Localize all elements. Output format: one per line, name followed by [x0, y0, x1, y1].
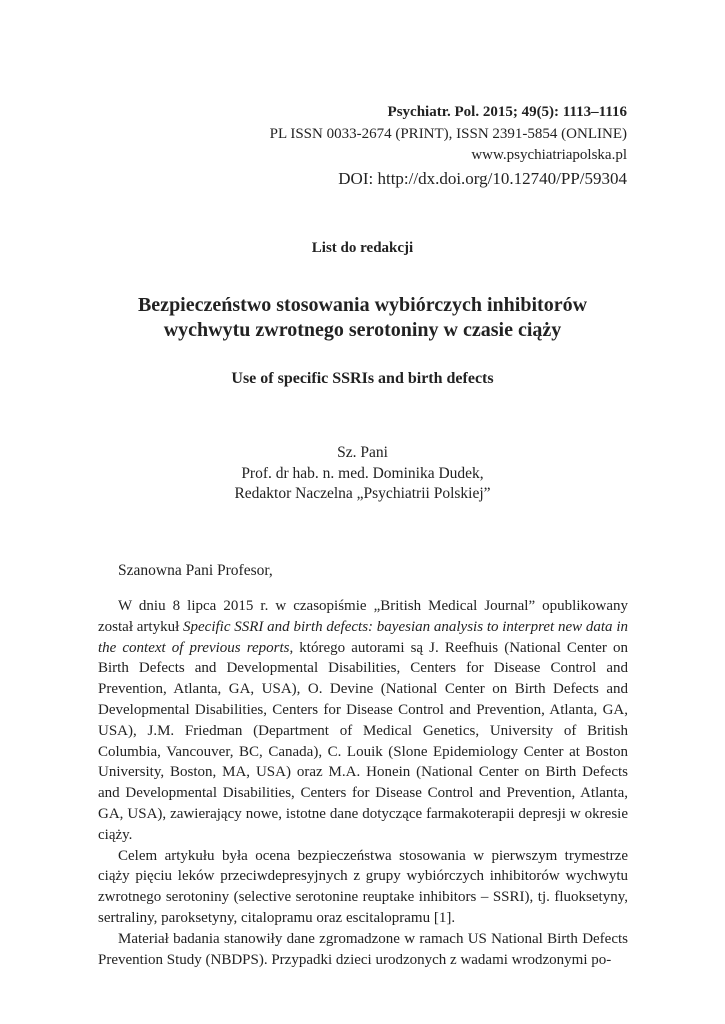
- doi-link[interactable]: DOI: http://dx.doi.org/10.12740/PP/59304: [338, 168, 627, 188]
- paragraph-2: Celem artykułu była ocena bezpieczeństwa stosowania w pierwszym trymestrze ciąży pięciu leków przeciwdepresyjnych z grupy wybiórczych inhibitorów wychwytu zwrotnego serotoniny (selective serotonine reuptake inhibitors – SSRI), tj. fluoksetyny, sertraliny, paroksetyny, citalopramu oraz escitalopramu [1].: [98, 847, 628, 926]
- article-subtitle: Use of specific SSRIs and birth defects: [231, 370, 494, 387]
- paragraph-3: Materiał badania stanowiły dane zgromadzone w ramach US National Birth Defects Prevention Study (NBDPS). Przypadki dzieci urodzonych z wadami wrodzonymi po-: [98, 930, 628, 968]
- section-label: List do redakcji: [311, 240, 414, 256]
- title-line-1: Bezpieczeństwo stosowania wybiórczych inhibitorów: [137, 294, 588, 316]
- addressee-line-3: Redaktor Naczelna „Psychiatrii Polskiej”: [234, 485, 491, 502]
- paragraph-1-end: , którego autorami są J. Reefhuis (National Center on Birth Defects and Developmental Disabilities, Centers for Disease Control and Prevention, Atlanta, GA, USA), O. Devine (National Center on Birth Defects and Developmental Disabilities, Centers for Disease Control and Prevention, Atlanta, GA, USA), J.M. Friedman (Department of Medical Genetics, University of British Columbia, Vancouver, BC, Canada), C. Louik (Slone Epidemiology Center at Boston University, Boston, MA, USA) oraz M.A. Honein (National Center on Birth Defects and Developmental Disabilities, Centers for Disease Control and Prevention, Atlanta, GA, USA), zawierający nowe, istotne dane dotyczące farmakoterapii depresji w okresie ciąży.: [98, 639, 628, 843]
- paragraph-1-start: W dniu 8 lipca 2015 r. w czasopiśmie „British Medical Journal” opublikowany został artykuł: [98, 598, 628, 635]
- title-line-2: wychwytu zwrotnego serotoniny w czasie ciąży: [163, 319, 562, 341]
- addressee-block: [0, 443, 725, 505]
- cited-article-title: Specific SSRI and birth defects: bayesian analysis to interpret new data in the context of previous reports: [98, 618, 628, 656]
- addressee-line-1: Sz. Pani: [337, 444, 388, 461]
- website-link[interactable]: www.psychiatriapolska.pl: [471, 147, 627, 163]
- article-title: [60, 293, 665, 343]
- journal-citation: Psychiatr. Pol. 2015; 49(5): 1113–1116: [387, 104, 627, 120]
- journal-header: [270, 102, 627, 190]
- paragraph-1: [98, 596, 628, 846]
- issn-line: PL ISSN 0033-2674 (PRINT), ISSN 2391-5854 (ONLINE): [269, 125, 627, 142]
- addressee-line-2: Prof. dr hab. n. med. Dominika Dudek,: [241, 464, 484, 482]
- salutation: Szanowna Pani Profesor,: [118, 562, 273, 579]
- letter-body: [98, 596, 628, 970]
